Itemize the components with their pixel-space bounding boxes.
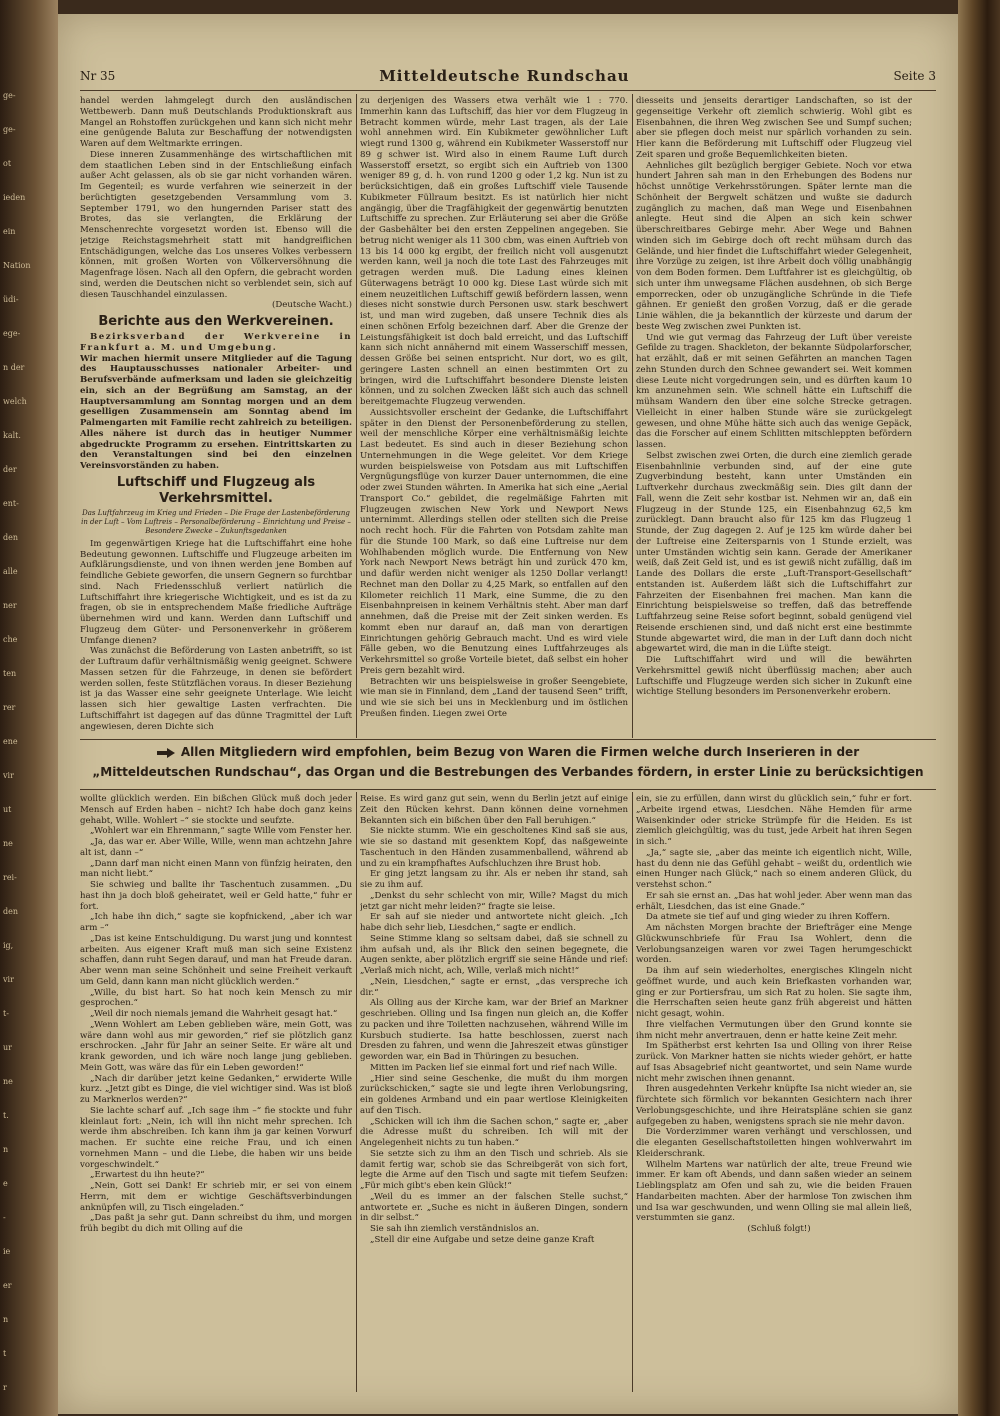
- pointing-hand-icon: [157, 748, 175, 758]
- paragraph: „Wohlert war ein Ehrenmann,“ sagte Wille vom Fenster her.: [90, 826, 352, 837]
- section-heading: Berichte aus den Werkvereinen.: [98, 314, 334, 329]
- column-2: [360, 96, 628, 736]
- adjacent-page-fragment: ge-: [3, 91, 16, 100]
- adjacent-page-fragment: ten: [3, 669, 17, 678]
- page-number: Seite 3: [893, 69, 936, 83]
- article-heading: Luftschiff und Flugzeug als Verkehrsmittel.: [116, 474, 316, 506]
- paragraph: „Das ist keine Entschuldigung. Du warst jung und konntest arbeiten. Aus eigener Kraft muß man sich seine Existenz schaffen, dann ruht Segen darauf, und man hat Freude daran. Aber wenn man seine Schönheit und seine Freiheit verkauft um Geld, dann kann man nicht glücklich werden.“: [80, 933, 352, 987]
- paragraph: „Denkst du sehr schlecht von mir, Wille? Magst du mich jetzt gar nicht mehr leiden?“ fragte sie leise.: [360, 890, 628, 912]
- adjacent-page-fragment: e: [3, 1179, 8, 1188]
- column-5: [360, 794, 628, 1394]
- paragraph: Sie lachte scharf auf. „Ich sage ihm –“ fie stockte und fuhr kleinlaut fort: „Nein, ich will ihn nicht mehr sprechen. Ich werde ihm abschreiben. Ich kann ihm ja gar keinen Vorwurf machen. Er suchte eine reiche Frau, und ich einen vornehmen Mann – und die Liebe, die haben wir uns beide vorgeschwindelt.“: [80, 1105, 352, 1170]
- adjacent-page-fragment: ut: [3, 805, 12, 814]
- announcement: Wir machen hiermit unsere Mitglieder auf die Tagung des Hauptausschusses nationaler Arbeiter- und Berufsverbände aufmerksam und laden sie gleichzeitig ein, sich an der Begrüßung am Samstag, an der Hauptversammlung am Sonntag morgen und an dem geselligen Zusammensein am Sonntag abend im Palmengarten mit Familie recht zahlreich zu beteiligen. Alles nähere ist durch das in heutiger Nummer abgedruckte Programm zu ersehen. Eintrittskarten zu den Veranstaltungen sind bei den einzelnen Vereinsvorständen zu haben.: [80, 353, 352, 471]
- adjacent-page-fragment: ene: [3, 737, 18, 746]
- paragraph: Die Luftschiffahrt wird und will die bewährten Verkehrsmittel gewiß nicht überflüssig machen; aber auch Luftschiffe und Flugzeuge werden sich sicher in Zukunft eine wichtige Stellung besonders im Personenverkehr erobern.: [636, 655, 912, 698]
- paragraph: Seine Stimme klang so seltsam dabei, daß sie schnell zu ihm aufsah und, als ihr Blick den seinen begegnete, die Augen senkte, aber plötzlich ergriff sie seine Hände und rief: „Verlaß mich nicht, ach, Wille, verlaß mich nicht!“: [360, 933, 628, 976]
- paragraph: „Stell dir eine Aufgabe und setze deine ganze Kraft: [370, 1234, 595, 1245]
- paragraph: Sie setzte sich zu ihm an den Tisch und schrieb. Als sie damit fertig war, schob sie das Schreibgerät von sich fort, legte die Arme auf den Tisch und sagte mit tiefem Seufzen: „Für mich gibt's eben kein Glück!“: [360, 1148, 628, 1191]
- adjacent-page-fragment: ne: [3, 1077, 13, 1086]
- adjacent-page-fragment: -: [3, 1213, 6, 1222]
- paragraph: „Nein, Liesdchen,“ sagte er ernst, „das verspreche ich dir.“: [360, 976, 628, 998]
- adjacent-page-fragment: ur: [3, 1043, 12, 1052]
- adjacent-page-fragment: rei-: [3, 873, 17, 882]
- adjacent-page-fragment: che: [3, 635, 18, 644]
- adjacent-page-fragment: ne: [3, 839, 13, 848]
- paragraph: „Weil du es immer an der falschen Stelle suchst,“ antwortete er. „Suche es nicht in äußeren Dingen, sondern in dir selbst.“: [360, 1191, 628, 1224]
- article-summary: Das Luftfahrzeug im Krieg und Frieden – Die Frage der Lastenbeförderung in der Luft – Vom Luftreis – Personalbeförderung – Einrichtung und Preise – Besondere Zwecke – Zukunftsgedanken: [81, 508, 351, 535]
- paragraph: Ihre vielfachen Vermutungen über den Grund konnte sie ihm nicht mehr anvertrauen, denn er hatte keine Zeit mehr.: [636, 1019, 912, 1041]
- adjacent-page-edge: [0, 0, 58, 1416]
- column-4: [80, 794, 352, 1394]
- adjacent-page-fragment: n: [3, 1145, 9, 1154]
- notice-line-2: „Mitteldeutschen Rundschau“, das Organ und die Bestrebungen des Verbandes fördern, in erster Linie zu berücksichtigen: [92, 765, 924, 779]
- issue-number: Nr 35: [80, 69, 116, 83]
- adjacent-page-fragment: der: [3, 465, 17, 474]
- paragraph: Er sah auf sie nieder und antwortete nicht gleich. „Ich habe dich sehr lieb, Liesdchen,“ sagte er endlich.: [360, 912, 628, 933]
- paragraph: handel werden lahmgelegt durch den ausländischen Wettbewerb. Dann muß Deutschlands Produktionskraft aus Mangel an Rohstoffen zurückgehen und kann sich nicht mehr eine genügende Baluta zur Beschaffung der notwendigsten Waren auf dem Weltmarkte erringen.: [80, 96, 352, 149]
- paragraph: Er ging jetzt langsam zu ihr. Als er neben ihr stand, sah sie zu ihm auf.: [360, 869, 628, 890]
- paragraph: „Ja,“ sagte sie, „aber das meinte ich eigentlich nicht, Wille, hast du denn nie das Gefühl gehabt – weißt du, ordentlich wie einen Hunger nach Glück,“ nach so einem anderen Glück, du verstehst schon.“: [636, 847, 912, 890]
- adjacent-page-fragment: ig,: [3, 941, 14, 950]
- paragraph: Diese inneren Zusammenhänge des wirtschaftlichen mit dem staatlichen Leben sind in der Entschließung einfach außer Acht gelassen, als ob sie gar nicht vorhanden wären. Im Gegenteil; es wurde verfahren wie seinerzeit in der berüchtigten gesetzgebenden Versammlung vom 3. September 1791, wo den hungernden Pariser statt des Brotes, das sie verlangten, die Erklärung der Menschenrechte vorgesetzt worden ist. Ebenso will die jetzige Reichstagsmehrheit statt mit handgreiflichen Entschädigungen, welche das Los unseres Volkes verbessern können, mit großen Worten von Völkerversöhnung die Magenfrage lösen. Nach all den Opfern, die gebracht worden sind, werden die Deutschen nicht so verblendet sein, sich auf diesen Tauschhandel einzulassen.: [80, 149, 352, 300]
- source-credit: (Deutsche Wacht.): [272, 300, 352, 311]
- paragraph: „Nein, Gott sei Dank! Er schrieb mir, er sei von einem Herrn, mit dem er wichtige Geschäftsverbindungen anknüpfen will, zu Tisch eingeladen.“: [80, 1181, 352, 1213]
- paragraph: Aussichtsvoller erscheint der Gedanke, die Luftschiffahrt später in den Dienst der Personenbeförderung zu stellen, weil der menschliche Körper eine verhältnismäßig leichte Last bedeutet. Es sind auch in dieser Beziehung schon Unternehmungen in die Wege geleitet. Vor dem Kriege wurden beispielsweise von Potsdam aus mit Luftschiffen Vergnügungsflüge von kurzer Dauer unternommen, die eine oder zwei Stunden währten. In Amerika hat sich eine „Aerial Transport Co.“ gebildet, die regelmäßige Fahrten mit Flugzeugen zwischen New York und Newport News unternimmt. Allerdings stellen oder stellten sich die Preise noch recht hoch. Für die Fahrten von Potsdam zahlte man für die Stunde 100 Mark, so daß eine Luftreise nur dem Wohlhabenden möglich wurde. Die Entfernung von New York nach Newport News beträgt hin und zurück 470 km, und dafür werden nicht weniger als 1250 Dollar verlangt! Rechnet man den Dollar zu 4,25 Mark, so entfallen auf den Kilometer reichlich 11 Mark, eine Summe, die zu den Eisenbahnpreisen in keinem Verhältnis steht. Aber man darf annehmen, daß die Preise mit der Zeit sinken werden. Es kommt eben nur darauf an, daß man von derartigen Einrichtungen gehörig Gebrauch macht. Und es wird viele Fälle geben, wo die Benutzung eines Luftfahrzeuges als Verkehrsmittel so große Vorteile bietet, daß selbst ein hoher Preis gern bezahlt wird.: [360, 407, 628, 676]
- paragraph: Da ihm auf sein wiederholtes, energisches Klingeln nicht geöffnet wurde, und auch kein Briefkasten vorhanden war, ging er zur Portiersfrau, um sich Rat zu holen. Sie sagte ihm, die Herrschaften seien heute ganz früh abgereist und hätten nicht gesagt, wohin.: [636, 966, 912, 1019]
- paragraph: Im gegenwärtigen Kriege hat die Luftschiffahrt eine hohe Bedeutung gewonnen. Luftschiffe und Flugzeuge arbeiten im Aufklärungsdienste, und von ihnen werden jene Bomben auf feindliche Gebiete geworfen, die unsern Gegnern so furchtbar sind. Nach Friedensschluß verliert natürlich die Luftschiffahrt ihre kriegerische Wichtigkeit, und es ist da zu fragen, ob sie in entsprechendem Maße friedliche Aufträge übernehmen wird und kann. Werden dann Luftschiff und Flugzeug dem Güter- und Personenverkehr in größerem Umfange dienen?: [80, 538, 352, 646]
- paragraph: Ihren ausgedehnten Verkehr knüpfte Isa nicht wieder an, sie fürchtete sich förmlich vor bekannten Gesichtern nach ihrer Verlobungsgeschichte, und ihre Heiratspläne schien sie ganz aufgegeben zu haben, wenigstens sprach sie nie mehr davon.: [636, 1084, 912, 1127]
- notice-line-1: Allen Mitgliedern wird empfohlen, beim Bezug von Waren die Firmen welche durch Inserieren in der: [180, 745, 860, 759]
- paragraph: Mitten im Packen lief sie einmal fort und rief nach Wille.: [370, 1062, 618, 1073]
- paragraph: „Das paßt ja sehr gut. Dann schreibst du ihm, und morgen früh begibt du dich mit Olling auf die: [80, 1213, 352, 1234]
- adjacent-page-fragment: ot: [3, 159, 12, 168]
- paragraph: „Dann darf man nicht einen Mann von fünfzig heiraten, den man nicht liebt.“: [80, 858, 352, 880]
- paragraph: Was zunächst die Beförderung von Lasten anbetrifft, so ist der Luftraum dafür verhältnismäßig wenig geeignet. Schwere Massen setzen für die Fahrzeuge, in denen sie befördert werden sollen, feste Stützflächen voraus. In dieser Beziehung ist ja das Wasser eine sehr geeignete Unterlage. Wie leicht lassen sich hier gewaltige Lasten verfrachten. Die Luftschiffahrt ist dagegen auf das dünne Tragmittel der Luft angewiesen, deren Dichte sich: [80, 646, 352, 732]
- paragraph: Da atmete sie tief auf und ging wieder zu ihren Koffern.: [646, 912, 890, 923]
- column-divider: [356, 94, 357, 738]
- newspaper-page: [58, 14, 958, 1414]
- paragraph: diesseits und jenseits derartiger Landschaften, so ist der gegenseitige Verkehr oft ziemlich schwierig. Wohl gibt es Eisenbahnen, die ihren Weg zwischen See und Sumpf suchen; aber sie pflegen doch meist nur spärlich vorhanden zu sein. Hier kann die Beförderung mit Luftschiff oder Flugzeug viel Zeit sparen und große Bequemlichkeiten bieten.: [636, 96, 912, 160]
- adjacent-page-fragment: alle: [3, 567, 18, 576]
- notice-rule-bottom: [80, 789, 936, 790]
- paragraph: „Schicken will ich ihm die Sachen schon,“ sagte er, „aber die Adresse mußt du schreiben. Ich will mit der Angelegenheit nichts zu tun haben.“: [360, 1116, 628, 1148]
- paragraph: Im Spätherbst erst kehrten Isa und Olling von ihrer Reise zurück. Von Markner hatten sie nichts wieder gehört, er hatte auf Isas Absagebrief nicht geantwortet, und sein Name wurde nicht mehr zwischen ihnen genannt.: [636, 1041, 912, 1084]
- paragraph: ein, sie zu erfüllen, dann wirst du glücklich sein,“ fuhr er fort. „Arbeite irgend etwas, Liesdchen. Nähe Hemden für arme Waisenkinder oder stricke Strümpfe für die Heiden. Es ist ziemlich gleichgültig, was du tust, jede Arbeit hat ihren Segen in sich.“: [636, 794, 912, 847]
- adjacent-page-fragment: ieden: [3, 193, 26, 202]
- paragraph: „Weil dir noch niemals jemand die Wahrheit gesagt hat.“: [90, 1009, 338, 1019]
- adjacent-page-fragment: vir: [3, 771, 14, 780]
- paragraph: Wilhelm Martens war natürlich der alte, treue Freund wie immer. Er kam oft Abends, und dann saßen wieder an seinem Lieblingsplatz am Ofen und sah zu, wie die beiden Frauen Handarbeiten machten. Aber der harmlose Ton zwischen ihm und Isa war geschwunden, und wenn Olling sie mal allein ließ, verstummten sie ganz.: [636, 1159, 912, 1224]
- paragraph: Sie schwieg und ballte ihr Taschentuch zusammen. „Du hast ihn ja doch bloß geheiratet, weil er Geld hatte,“ fuhr er fort.: [80, 880, 352, 912]
- adjacent-page-fragment: t.: [3, 1111, 9, 1120]
- paragraph: Am nächsten Morgen brachte der Briefträger eine Menge Glückwunschbriefe für Frau Isa Wohlert, denn die Verlobungsanzeigen waren vor zwei Tagen herumgeschickt worden.: [636, 923, 912, 966]
- adjacent-page-fragment: t-: [3, 1009, 9, 1018]
- adjacent-page-fragment: n: [3, 1315, 9, 1324]
- paragraph: Sie sah ihn ziemlich verständnislos an.: [370, 1224, 540, 1234]
- adjacent-page-fragment: Nation: [3, 261, 31, 270]
- paragraph: Und wie gut vermag das Fahrzeug der Luft über vereiste Gefilde zu tragen. Shackleton, der bekannte Südpolarforscher, hat erzählt, daß er mit seinen Gefährten an manchen Tagen zehn Stunden durch den Schnee gewandert sei. Weit kommen diese Leute nicht vorgedrungen sein, und es dürften kaum 10 km anzunehmen sein. Wie schnell hätte ein Luftschiff die mühsam Wandern den über eine solche Strecke getragen. Vielleicht in einer halben Stunde wäre sie zurückgelegt gewesen, und ohne Mühe hätte sich auch das wenige Gepäck, das die Forscher auf einem Schlitten mitschleppten befördern lassen.: [636, 332, 912, 450]
- continued-note: (Schluß folgt!): [747, 1224, 811, 1234]
- adjacent-page-fragment: welch: [3, 397, 27, 406]
- adjacent-page-fragment: ie: [3, 1247, 11, 1256]
- paragraph: „Wenn Wohlert am Leben geblieben wäre, mein Gott, was wäre dann wohl aus mir geworden,“ rief sie plötzlich ganz erschrocken. „Jahr für Jahr an seiner Seite. Er wäre alt und krank geworden, und ich wäre noch lange jung geblieben. Mein Gott, was wäre das für ein Leben geworden!“: [80, 1019, 352, 1073]
- adjacent-page-fragment: t: [3, 1349, 7, 1358]
- page-header: [80, 64, 936, 88]
- adjacent-page-fragment: ner: [3, 601, 17, 610]
- column-divider: [356, 792, 357, 1392]
- paragraph: „Hier sind seine Geschenke, die mußt du ihm morgen zurückschicken,“ sagte sie und legte ihren Verlobungsring, ein goldenes Armband und ein paar wertlose Kleinigkeiten auf den Tisch.: [360, 1073, 628, 1116]
- adjacent-page-fragment: ge-: [3, 125, 16, 134]
- paragraph: zu derjenigen des Wassers etwa verhält wie 1 : 770. Immerhin kann das Luftschiff, das hier vor dem Flugzeug in Betracht kommen würde, mehr Last tragen, als der Laie wohl annehmen wird. Ein Kubikmeter gewöhnlicher Luft wiegt rund 1300 g, während ein Kubikmeter Wasserstoff nur 89 g schwer ist. Wird also in einem Raume Luft durch Wasserstoff ersetzt, so ergibt sich ein Auftrieb von 1300 weniger 89 g, d. h. von rund 1200 g oder 1,2 kg. Nun ist zu berücksichtigen, daß ein großes Luftschiff viele Tausende Kubikmeter Füllraum besitzt. Es ist natürlich hier nicht angängig, über die Tragfähigkeit der gegenwärtig benutzten Luftschiffe zu sprechen. Zur Erläuterung sei aber die Größe der Gasbehälter bei den ersten Zeppelinen angegeben. Sie betrug nicht weniger als 11 300 cbm, was einen Auftrieb von 13 bis 14 000 kg ergibt, der freilich nicht voll ausgenutzt werden kann, weil ja noch die tote Last des Fahrzeuges mit getragen werden muß. Die Ladung eines kleinen Güterwagens beträgt 10 000 kg. Diese Last würde sich mit einem neuzeitlichen Luftschiff gewiß befördern lassen, wenn dieses nicht sonstwie durch Personen usw. stark beschwert ist, und man wird zugeben, daß unsere Technik dies als einen schönen Erfolg bezeichnen darf. Aber die Grenze der Leistungsfähigkeit ist doch bald erreicht, und das Luftschiff kann sich nicht annähernd mit einem Wasserschiff messen, dessen Größe bei seinen entspricht. Nur dort, wo es gilt, geringere Lasten schnell an einen bestimmten Ort zu bringen, wird die Luftschiffahrt besondere Dienste leisten können, und zu solchen Zwecken läßt sich auch das schnell bereitgemachte Flugzeug verwenden.: [360, 96, 628, 407]
- paragraph: Sie nickte stumm. Wie ein gescholtenes Kind saß sie aus, wie sie so dastand mit gesenktem Kopf, das naßgeweinte Taschentuch in den Händen zusammenballend, während ab und zu ein krampfhaftes Aufschluchzen ihre Brust hob.: [360, 826, 628, 869]
- paragraph: Als Olling aus der Kirche kam, war der Brief an Markner geschrieben. Olling und Isa fingen nun gleich an, die Koffer zu packen und ihre Toiletten nachzusehen, während Wille im Kursbuch studierte. Isa hatte beschlossen, zuerst nach Dresden zu fahren, und wenn die Jahreszeit etwas günstiger geworden war, ein Bad in Thüringen zu besuchen.: [360, 998, 628, 1062]
- notice-rule-top: [80, 739, 936, 740]
- paragraph: „Nach dir darüber jetzt keine Gedanken,“ erwiderte Wille kurz. „Jetzt gibt es Dinge, die viel wichtiger sind. Was ist bloß zu Marknerlos werden?“: [80, 1073, 352, 1105]
- paragraph: „Ja, das war er. Aber Wille, Wille, wenn man achtzehn Jahre alt ist, dann –“: [80, 837, 352, 858]
- column-divider: [632, 792, 633, 1392]
- adjacent-page-fragment: rer: [3, 703, 16, 712]
- column-1: [80, 96, 352, 736]
- adjacent-page-fragment: vir: [3, 975, 14, 984]
- paragraph: Betrachten wir uns beispielsweise in großer Seengebiete, wie man sie in Finnland, dem „Land der tausend Seen“ trifft, und wie sie sich bei uns in Mecklenburg und im östlichen Preußen finden. Liegen zwei Orte: [360, 676, 628, 719]
- adjacent-page-fragment: er: [3, 1281, 12, 1290]
- adjacent-page-fragment: den: [3, 533, 19, 542]
- book-binding: [958, 0, 1000, 1416]
- column-3: [636, 96, 912, 736]
- column-divider: [632, 94, 633, 738]
- adjacent-page-fragment: ein: [3, 227, 16, 236]
- header-rule: [80, 90, 936, 91]
- paragraph: Die Vorderzimmer waren verhängt und verschlossen, und die eleganten Gesellschaftstoiletten hingen wohlverwahrt im Kleiderschrank.: [636, 1127, 912, 1159]
- paragraph: „Erwartest du ihn heute?“: [90, 1170, 205, 1181]
- adjacent-page-fragment: üdi-: [3, 295, 19, 304]
- subheading: Bezirksverband der Werkvereine in Frankfurt a. M. und Umgebung.: [80, 332, 352, 353]
- newspaper-title: Mitteldeutsche Rundschau: [379, 67, 630, 85]
- paragraph: Selbst zwischen zwei Orten, die durch eine ziemlich gerade Eisenbahnlinie verbunden sind, auf der eine gute Zugverbindung besteht, kann unter Umständen ein Luftverkehr durchaus zweckmäßig sein. Dies gilt dann der Fall, wenn die Zeit sehr kostbar ist. Nehmen wir an, daß ein Flugzeug in der Stunde 125, ein Eisenbahnzug 62,5 km zurücklegt. Dann braucht also für 125 km das Flugzeug 1 Stunde, der Zug dagegen 2. Auf je 125 km würde daher bei der Luftreise eine Zeitersparnis von 1 Stunde erzielt, was unter Umständen wichtig sein kann. Gerade der Amerikaner weiß, daß Zeit Geld ist, und es ist gewiß nicht zufällig, daß im Lande des Dollars die erste „Luft-Transport-Gesellschaft“ entstanden ist. Außerdem läßt sich die Luftschiffahrt zur Fahrzeiten der Eisenbahnen frei machen. Man kann die Einrichtung beispielsweise so treffen, daß das betreffende Luftfahrzeug seine Reise sofort beginnt, sobald genügend viel Reisende erschienen sind, und daß nicht erst eine bestimmte Stunde abgewartet wird, die man in der Luft dann doch nicht abgewartet wird, die man in die Lüfte steigt.: [636, 450, 912, 655]
- member-notice: [80, 742, 936, 786]
- adjacent-page-fragment: ent-: [3, 499, 19, 508]
- paragraph: „Wille, du bist hart. So hat noch kein Mensch zu mir gesprochen.“: [80, 987, 352, 1009]
- adjacent-page-fragment: den: [3, 907, 19, 916]
- paragraph: Er sah sie ernst an. „Das hat wohl jeder. Aber wenn man das erhält, Liesdchen, das ist eine Gnade.“: [636, 890, 912, 912]
- column-6: [636, 794, 912, 1394]
- adjacent-page-fragment: n der: [3, 363, 25, 372]
- paragraph: Aehnliches gilt bezüglich bergiger Gebiete. Noch vor etwa hundert Jahren sah man in den Erhebungen des Bodens nur höchst unnötige Verkehrsstörungen. Später lernte man die Schönheit der Bergwelt schätzen und wußte sie dadurch zugänglich zu machen, daß man Wege und Eisenbahnen anlegte. Heut sind die Alpen an sich kein schwer überschreitbares Gebirge mehr. Aber Wege und Bahnen winden sich im Gebirge doch oft recht mühsam durch das Gelände, und hier findet die Luftschiffahrt wieder Gelegenheit, ihre Vorzüge zu zeigen, ist ihre Arbeit doch völlig unabhängig von dem Boden formen. Dem Luftfahrer ist es gleichgültig, ob sich unter ihm unwegsame Flächen ausdehnen, ob sich Berge emporrecken, oder ob unzugängliche Schründe in die Tiefe gähnen. Er genießt den großen Vorzug, daß er die gerade Linie wählen, die ja bekanntlich der kürzeste und darum der beste Weg zwischen zwei Punkten ist.: [636, 160, 912, 332]
- adjacent-page-fragment: ege-: [3, 329, 21, 338]
- paragraph: wollte glücklich werden. Ein bißchen Glück muß doch jeder Mensch auf Erden haben – nicht? Ich habe doch ganz keins gehabt, Wille. Wohlert –“ sie stockte und seufzte.: [80, 794, 352, 826]
- paragraph: Reise. Es wird ganz gut sein, wenn du Berlin jetzt auf einige Zeit den Rücken kehrst. Dann können deine vornehmen Bekannten sich ein bißchen über den Fall beruhigen.“: [360, 794, 628, 826]
- adjacent-page-fragment: kalt.: [3, 431, 21, 440]
- adjacent-page-fragment: r: [3, 1383, 7, 1392]
- paragraph: „Ich habe ihn dich,“ sagte sie kopfnickend, „aber ich war arm –“: [80, 912, 352, 933]
